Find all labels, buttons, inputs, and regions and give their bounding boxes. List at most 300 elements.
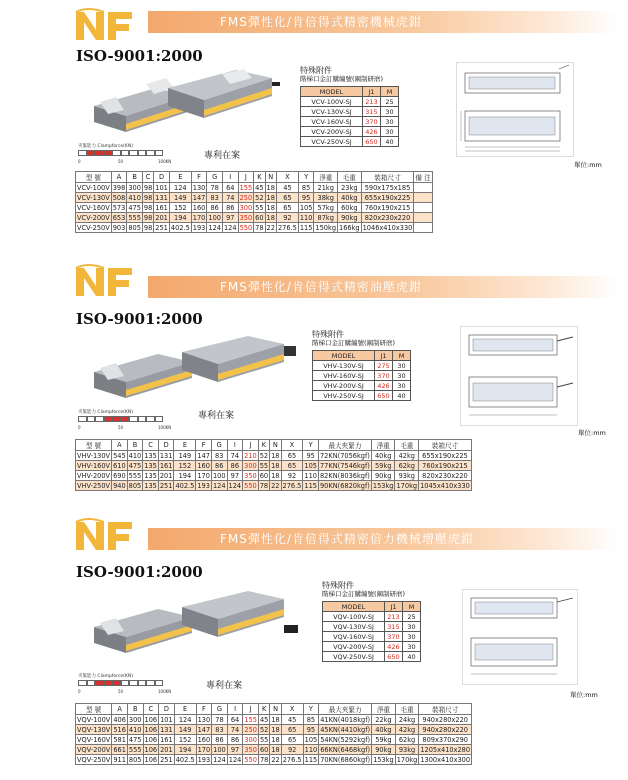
accessory-table [322,601,421,662]
spec-cell: 106 [144,725,158,734]
spec-cell: VHV-160V [77,461,111,470]
spec-header-cell: 最大夾緊力 [319,704,372,715]
accessory-title [322,581,405,599]
spec-header-cell: 淨重 [314,172,338,183]
accessory-cell: VCV-160V-SJ [301,117,363,127]
spec-row [76,183,433,193]
accessory-row [301,107,399,117]
accessory-title-2: 階梯口金訂購編號(鋼制研磨) [300,75,384,83]
spec-cell: 131 [159,451,173,460]
spec-cell: 690 [113,471,126,480]
accessory-cell: 30 [403,632,421,642]
spec-cell: 147 [192,193,206,202]
spec-cell: 161 [159,461,173,470]
spec-cell: 65 [281,451,303,461]
spec-cell: 97 [222,213,238,223]
spec-cell: 18 [266,193,275,202]
accessory-cell: 30 [381,127,399,137]
dimension-drawing [460,326,578,426]
accessory-header-row [323,602,421,612]
unit-label: 單位:mm [574,161,602,169]
spec-cell: 38kg [314,193,338,203]
spec-header-cell: A [112,704,128,715]
spec-cell: 78 [212,715,228,725]
spec-cell: 65 [276,203,298,213]
iso-label: ISO-9001:2000 [76,310,203,328]
dimension-drawing [456,62,574,157]
unit-label: 單位:mm [570,691,598,699]
spec-cell [414,203,432,213]
accessory-cell: 30 [381,117,399,127]
spec-cell: 45 [259,715,269,724]
accessory-cell: 213 [385,612,403,622]
spec-cell: 653 [112,213,126,222]
spec-cell: 97 [227,745,243,755]
spec-cell: 52 [259,451,269,460]
spec-cell: VQV-160V [77,735,111,744]
clamp-segment [155,680,164,686]
clamp-segment [155,150,164,156]
spec-cell: 98 [143,193,153,202]
accessory-row [313,371,411,381]
spec-cell: 100 [208,213,221,222]
spec-cell: 86 [227,735,243,745]
tick-50: 50 [118,425,124,430]
spec-cell: 194 [169,213,191,223]
spec-cell: 59kg [371,461,395,471]
spec-cell: 300 [244,461,257,470]
spec-cell: 300 [128,715,142,724]
spec-cell: 98 [143,203,153,212]
spec-cell: 60 [255,213,264,222]
clamp-segment [95,680,104,686]
spec-cell: 276.5 [282,755,302,764]
accessory-cell: VCV-100V-SJ [301,97,363,107]
spec-cell: 90kg [338,213,362,223]
spec-cell: 152 [174,735,196,745]
spec-cell: 124 [223,223,237,232]
spec-header-cell: D [158,440,174,451]
clamp-segment [129,680,138,686]
spec-table [75,171,433,233]
accessory-row [301,137,399,147]
accessory-cell: 30 [403,622,421,632]
accessory-cell: VCV-200V-SJ [301,127,363,137]
spec-cell: VCV-100V [77,183,110,192]
spec-cell: 350 [244,471,257,480]
accessory-cell: 25 [403,612,421,622]
spec-header-cell: Y [303,704,319,715]
spec-row [76,451,472,461]
spec-cell: 398 [112,183,126,192]
spec-cell: 74 [222,193,238,203]
spec-cell: 550 [244,755,257,764]
tick-0: 0 [78,159,81,164]
spec-cell: 24kg [395,715,419,725]
nf-logo [74,6,134,42]
spec-header-cell: 型 號 [76,704,112,715]
accessory-cell: 25 [381,97,399,107]
spec-cell: 92 [281,745,303,755]
spec-cell: 550 [239,223,253,232]
spec-cell: 22 [266,223,275,232]
spec-cell: 83 [212,725,228,735]
spec-cell: 760x190x215 [419,461,472,471]
clamp-segment [87,680,96,686]
spec-table [75,439,472,491]
spec-cell: 160 [197,461,210,470]
spec-header-cell: K [254,172,265,183]
accessory-row [313,381,411,391]
clamp-segment [104,150,113,156]
accessory-cell: VQV-250V-SJ [323,652,385,662]
spec-cell: VHV-250V [77,481,111,490]
spec-cell: 65 [281,725,303,735]
spec-cell: 201 [159,471,173,480]
spec-cell: 160 [192,203,206,212]
spec-cell: 135 [144,461,157,470]
spec-cell: 124 [228,755,242,764]
spec-header-cell: I [222,172,238,183]
spec-cell: 135 [144,451,157,460]
spec-cell: 661 [113,745,126,754]
spec-cell: 52 [255,193,264,202]
spec-header-cell: F [196,440,212,451]
spec-cell: 106 [144,735,158,744]
spec-cell: 581 [113,735,126,744]
spec-cell: 110 [304,471,317,480]
spec-cell: 92 [281,471,303,481]
spec-cell: 149 [174,725,196,735]
spec-cell: 300 [128,183,141,192]
spec-cell: 1205x410x280 [420,745,471,754]
clamp-segment [87,150,96,156]
spec-cell: 18 [271,725,280,734]
spec-cell: 152 [174,461,196,471]
accessory-title-1: 特殊附件 [312,330,344,339]
spec-cell: 573 [112,203,126,212]
spec-cell: 193 [197,481,210,490]
spec-cell: 124 [208,223,221,232]
spec-row [76,755,472,765]
spec-header-row [76,704,472,715]
spec-header-cell: N [270,440,281,451]
accessory-title-2: 階梯口金訂購編號(鋼制研磨) [312,339,396,347]
spec-header-cell: 型 號 [76,440,112,451]
spec-cell: 402.5 [175,481,195,490]
accessory-cell: 40 [393,391,411,401]
accessory-header-cell: M [381,87,399,97]
spec-cell: 155 [239,183,253,192]
spec-cell: 18 [266,213,275,222]
spec-header-cell: C [143,440,159,451]
spec-header-cell: G [212,704,228,715]
clamp-segment [78,416,87,422]
spec-header-cell: 毛重 [338,172,362,183]
spec-row [76,203,433,213]
spec-cell: VHV-200V [77,471,111,480]
spec-cell: 153kg [372,481,394,490]
clamp-segment [138,150,147,156]
spec-cell: 152 [169,203,191,213]
dimension-drawing [462,589,578,685]
spec-cell: 40kg [372,725,396,735]
spec-header-cell: A [112,440,128,451]
spec-cell: 475 [128,203,141,212]
spec-cell: 86 [207,203,223,213]
spec-cell: 85 [303,715,319,725]
spec-header-cell: 淨重 [371,440,395,451]
spec-cell: 940 [113,481,126,490]
tick-50: 50 [118,159,124,164]
spec-cell: 805 [128,755,142,764]
spec-row [76,745,472,755]
accessory-cell: 30 [393,371,411,381]
spec-cell: 251 [155,223,168,232]
spec-cell: 820x230x220 [419,471,472,481]
spec-cell: 115 [304,481,317,490]
iso-label: ISO-9001:2000 [76,563,203,581]
spec-cell: 83 [211,451,227,461]
spec-cell: 100 [212,471,226,480]
accessory-header-cell: J1 [385,602,403,612]
spec-row [76,223,433,233]
clamp-bar [78,150,163,156]
spec-cell: 23kg [338,183,362,193]
spec-cell: 250 [239,193,253,202]
spec-cell: 95 [298,193,314,203]
spec-cell: 406 [113,715,126,724]
spec-cell: 251 [159,481,173,490]
accessory-table [300,86,399,147]
clamp-label: 夾緊能力 Clampforce(KN) [78,674,133,679]
spec-cell: 115 [299,223,313,232]
clamp-segment [129,150,138,156]
spec-table [75,703,472,765]
spec-cell: 124 [213,755,226,764]
spec-cell: 516 [113,725,126,734]
accessory-table [312,350,411,401]
spec-cell: 106 [144,715,158,724]
spec-cell: 65 [281,735,303,745]
spec-cell: 124 [212,481,226,490]
clamp-segment [146,150,155,156]
spec-header-cell: A [111,172,127,183]
spec-cell: 147 [197,451,210,460]
spec-cell: 66KN(6468kgf) [320,745,371,754]
spec-cell: 124 [174,715,196,725]
accessory-header-row [301,87,399,97]
spec-cell: 74 [227,725,243,735]
spec-cell: 18 [271,451,280,460]
tick-0: 0 [78,425,81,430]
spec-header-cell: K [258,440,269,451]
spec-row [76,715,472,725]
accessory-row [323,622,421,632]
spec-cell: 18 [271,745,280,754]
accessory-row [323,652,421,662]
spec-cell: 805 [128,223,141,232]
spec-cell: 83 [207,193,223,203]
accessory-header-cell: MODEL [301,87,363,97]
spec-header-cell: X [281,704,303,715]
spec-cell: 655x190x225 [419,451,472,461]
spec-cell: 64 [227,715,243,725]
accessory-cell: VQV-160V-SJ [323,632,385,642]
accessory-row [313,361,411,371]
spec-cell: 110 [299,213,313,222]
clamp-segment [112,680,121,686]
accessory-row [301,127,399,137]
accessory-cell: 275 [375,361,393,371]
spec-cell: 62kg [395,461,419,471]
spec-cell: 22kg [372,715,396,725]
spec-row [76,735,472,745]
spec-cell: 54KN(5292kgf) [320,735,371,744]
spec-cell: 22 [271,755,280,764]
accessory-cell: 370 [375,371,393,381]
spec-row [76,213,433,223]
clamp-segment [78,680,87,686]
clamp-segment [138,416,147,422]
spec-header-cell: 淨重 [372,704,396,715]
accessory-row [313,391,411,401]
spec-cell: 194 [174,745,196,755]
spec-cell: 251 [160,755,173,764]
vise-photo [86,585,302,663]
accessory-cell: 650 [363,137,381,147]
spec-cell: 193 [192,223,206,232]
spec-header-cell: B [127,440,143,451]
spec-cell: 106 [144,755,158,764]
spec-header-cell: 毛重 [395,440,419,451]
spec-header-cell: F [191,172,207,183]
spec-cell: 98 [143,223,153,232]
spec-header-cell: B [127,172,143,183]
spec-cell [414,213,432,223]
clamp-segment [155,416,164,422]
spec-cell: VCV-130V [77,193,110,202]
spec-cell: 78 [259,755,269,764]
spec-cell: 153kg [373,755,394,764]
spec-cell: 201 [155,213,168,222]
vise-photo [86,66,282,140]
clamp-bar [78,416,163,422]
spec-cell: VCV-250V [77,223,110,232]
spec-header-cell: E [169,172,191,183]
spec-cell: 250 [244,725,257,734]
spec-cell [414,193,432,203]
spec-cell: 95 [303,725,319,735]
spec-cell: 60kg [338,203,362,213]
spec-cell: 18 [271,471,280,480]
accessory-cell: VHV-160V-SJ [313,371,375,381]
spec-cell: 130 [197,715,211,724]
spec-cell: 77KN(7546kgf) [319,461,370,470]
tick-100: 100KN [158,159,172,164]
spec-cell: 149 [174,451,196,461]
spec-cell: 93kg [395,745,419,755]
spec-header-cell: Y [298,172,314,183]
spec-cell: 555 [128,213,141,222]
spec-cell: 18 [271,461,280,470]
spec-cell: 940x280x220 [419,715,472,725]
spec-cell: 124 [228,481,242,490]
spec-cell: 130 [192,183,206,192]
spec-header-cell: X [276,172,298,183]
spec-header-row [76,440,472,451]
spec-cell: 60 [259,745,269,754]
spec-cell: 809x370x290 [419,735,472,745]
spec-cell: 45KN(4410kgf) [320,725,371,734]
spec-cell: 86 [211,461,227,471]
spec-cell: 18 [266,203,275,212]
accessory-cell: 370 [385,632,403,642]
spec-cell: 97 [227,471,243,481]
spec-header-cell: D [154,172,170,183]
iso-label: ISO-9001:2000 [76,47,203,65]
spec-cell: 65 [281,461,303,471]
tick-50: 50 [118,689,124,694]
spec-header-cell: N [270,704,281,715]
spec-cell: 655x190x225 [361,193,414,203]
accessory-header-cell: MODEL [313,351,375,361]
accessory-cell: VQV-100V-SJ [323,612,385,622]
spec-cell: 22 [271,481,280,490]
spec-cell: 45 [255,183,264,192]
accessory-header-cell: M [403,602,421,612]
spec-cell: 105 [299,203,313,212]
spec-cell: 100 [213,745,226,754]
accessory-cell: 30 [393,381,411,391]
clamp-segment [95,416,104,422]
spec-cell: 41KN(4018kgf) [320,715,371,724]
spec-cell: 72KN(7056kgf) [319,451,370,460]
accessory-header-cell: M [393,351,411,361]
accessory-cell: 426 [363,127,381,137]
accessory-row [323,612,421,622]
accessory-cell: VQV-130V-SJ [323,622,385,632]
spec-header-cell: G [207,172,223,183]
spec-cell: 57kg [314,203,338,213]
spec-cell: 170 [192,213,206,222]
vise-photo [86,332,298,408]
spec-cell: 402.5 [170,223,190,232]
spec-cell: 55 [259,461,269,470]
nf-logo [74,516,134,552]
spec-cell: 86 [212,735,228,745]
spec-cell: 85 [298,183,314,193]
spec-cell: 40kg [371,451,395,461]
spec-cell: 555 [128,471,142,480]
spec-cell: 170kg [396,481,418,490]
spec-header-row [76,172,433,183]
spec-cell: 98 [143,183,153,192]
spec-cell: VCV-200V [77,213,110,222]
spec-cell [414,223,432,233]
clamp-segment [146,416,155,422]
spec-cell: 820x230x220 [361,213,414,223]
spec-cell: 193 [197,755,211,764]
spec-row [76,481,472,491]
spec-cell: 105 [304,735,318,744]
clamp-segment [121,416,130,422]
spec-cell: VHV-130V [77,451,111,460]
spec-cell: 194 [174,471,196,481]
spec-cell: 940x280x220 [419,725,472,735]
spec-header-cell: J [243,440,259,451]
patent-label: 專利在案 [198,411,235,421]
